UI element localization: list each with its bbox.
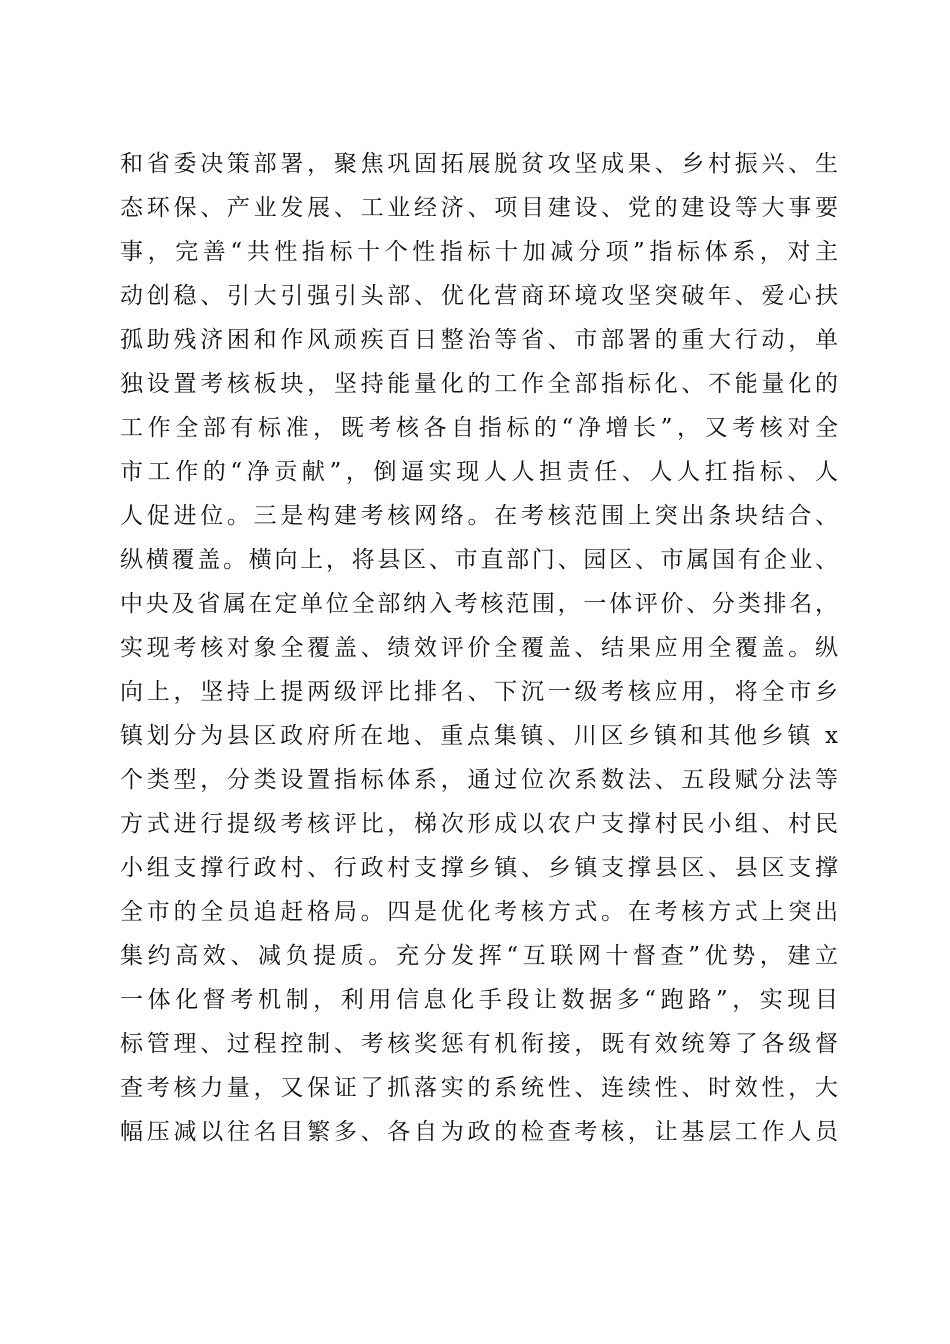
text-line: 集约高效、减负提质。充分发挥“互联网十督查”优势，建立 <box>120 943 840 969</box>
text-line: 事，完善“共性指标十个性指标十加减分项”指标体系，对主 <box>120 239 840 265</box>
text-line: 动创稳、引大引强引头部、优化营商环境攻坚突破年、爱心扶 <box>120 283 840 309</box>
text-line: 向上，坚持上提两级评比排名、下沉一级考核应用，将全市乡 <box>120 679 840 705</box>
text-line: 独设置考核板块，坚持能量化的工作全部指标化、不能量化的 <box>120 371 840 397</box>
text-line: 中央及省属在定单位全部纳入考核范围，一体评价、分类排名， <box>120 591 840 617</box>
text-line: 实现考核对象全覆盖、绩效评价全覆盖、结果应用全覆盖。纵 <box>120 635 840 661</box>
text-line: 标管理、过程控制、考核奖惩有机衔接，既有效统筹了各级督 <box>120 1031 840 1057</box>
text-line: 和省委决策部署，聚焦巩固拓展脱贫攻坚成果、乡村振兴、生 <box>120 151 840 177</box>
text-line: 孤助残济困和作风顽疾百日整治等省、市部署的重大行动，单 <box>120 327 840 353</box>
text-line: 态环保、产业发展、工业经济、项目建设、党的建设等大事要 <box>120 195 840 221</box>
text-line: 镇划分为县区政府所在地、重点集镇、川区乡镇和其他乡镇 x <box>120 723 840 749</box>
text-line: 纵横覆盖。横向上，将县区、市直部门、园区、市属国有企业、 <box>120 547 840 573</box>
text-line: 查考核力量，又保证了抓落实的系统性、连续性、时效性，大 <box>120 1075 840 1101</box>
body-text <box>120 142 840 1154</box>
text-line: 幅压减以往名目繁多、各自为政的检查考核，让基层工作人员 <box>120 1119 840 1145</box>
text-line: 全市的全员追赶格局。四是优化考核方式。在考核方式上突出 <box>120 899 840 925</box>
text-line: 方式进行提级考核评比，梯次形成以农户支撑村民小组、村民 <box>120 811 840 837</box>
text-line: 一体化督考机制，利用信息化手段让数据多“跑路”，实现目 <box>120 987 840 1013</box>
text-line: 工作全部有标准，既考核各自指标的“净增长”，又考核对全 <box>120 415 840 441</box>
text-line: 人促进位。三是构建考核网络。在考核范围上突出条块结合、 <box>120 503 840 529</box>
text-line: 市工作的“净贡献”，倒逼实现人人担责任、人人扛指标、人 <box>120 459 840 485</box>
text-line: 个类型，分类设置指标体系，通过位次系数法、五段赋分法等 <box>120 767 840 793</box>
text-line: 小组支撑行政村、行政村支撑乡镇、乡镇支撑县区、县区支撑 <box>120 855 840 881</box>
